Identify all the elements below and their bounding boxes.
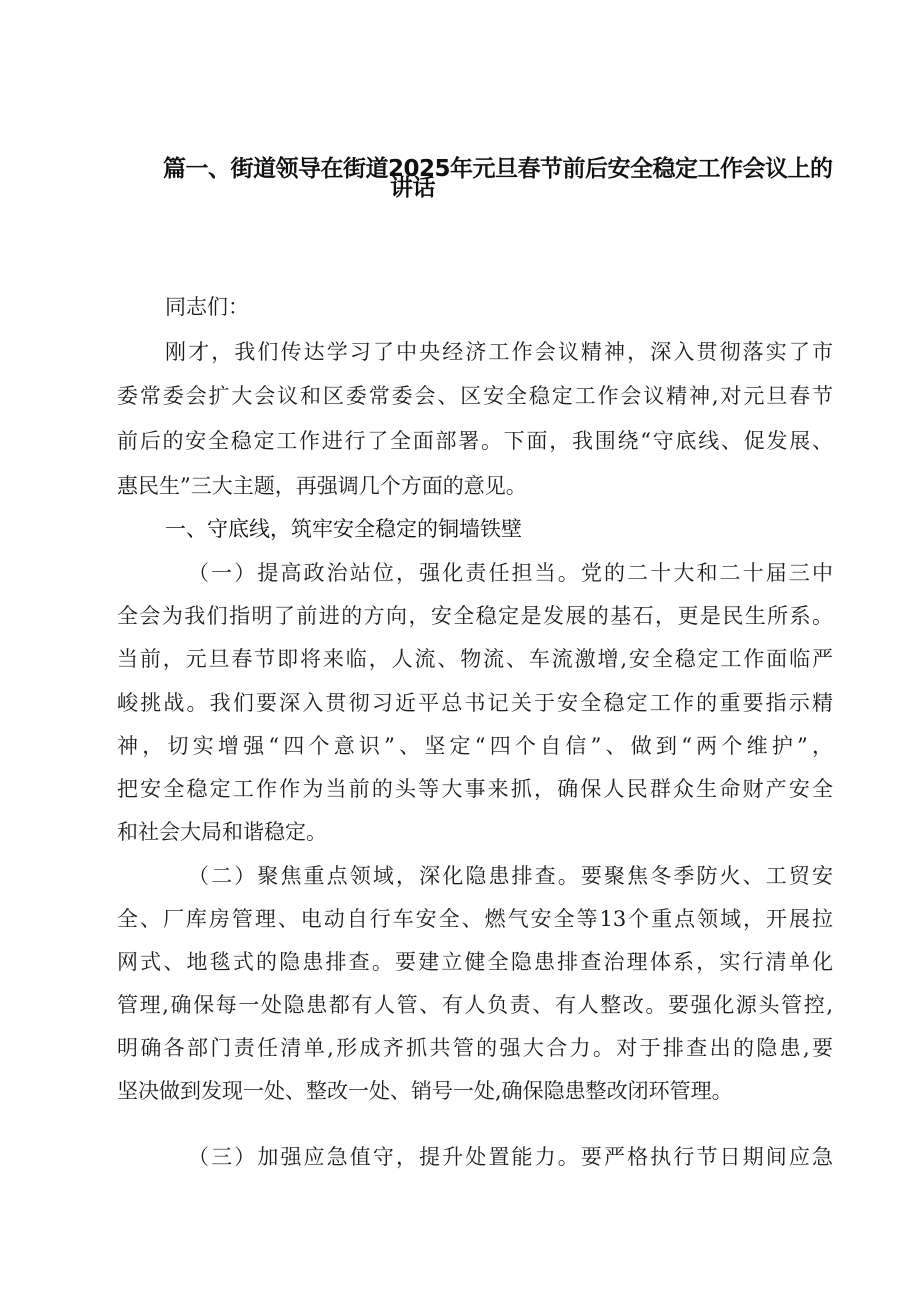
paragraph-line: （一）提高政治站位，强化责任担当。党的二十大和二十届三中 (188, 561, 833, 585)
paragraph-line: 全会为我们指明了前进的方向，安全稳定是发展的基石，更是民生所系。 (117, 604, 833, 628)
paragraph-line: 神，切实增强“四个意识”、坚定“四个自信”、做到“两个维护”， (117, 734, 833, 758)
paragraph-line: 当前，元旦春节即将来临，人流、物流、车流激增,安全稳定工作面临严 (117, 647, 833, 671)
intro-line: 惠民生”三大主题，再强调几个方面的意见。 (117, 474, 527, 498)
paragraph-line: 把安全稳定工作作为当前的头等大事来抓，确保人民群众生命财产安全 (117, 777, 833, 801)
paragraph-line: 和社会大局和谐稳定。 (117, 820, 327, 844)
paragraph-line: 峻挑战。我们要深入贯彻习近平总书记关于安全稳定工作的重要指示精 (117, 691, 833, 715)
section-heading: 一、守底线，筑牢安全稳定的铜墙铁壁 (165, 517, 522, 541)
salutation: 同志们： (165, 295, 249, 319)
intro-line: 刚才，我们传达学习了中央经济工作会议精神，深入贯彻落实了市 (165, 340, 833, 364)
paragraph-line: （三）加强应急值守，提升处置能力。要严格执行节日期间应急 (188, 1145, 833, 1169)
paragraph-line: 管理,确保每一处隐患都有人管、有人负责、有人整改。要强化源头管控, (117, 993, 833, 1017)
document-title-line-1: 篇一、街道领导在街道2025年元旦春节前后安全稳定工作会议上的 (163, 156, 833, 182)
paragraph-line: （二）聚焦重点领域，深化隐患排查。要聚焦冬季防火、工贸安 (188, 864, 833, 888)
paragraph-line: 明确各部门责任清单,形成齐抓共管的强大合力。对于排查出的隐患,要 (117, 1036, 833, 1060)
intro-line: 前后的安全稳定工作进行了全面部署。下面，我围绕“守底线、促发展、 (117, 429, 833, 453)
document-title-line-2: 讲话 (390, 175, 435, 201)
paragraph-line: 全、厂库房管理、电动自行车安全、燃气安全等13个重点领域，开展拉 (117, 907, 833, 931)
intro-line: 委常委会扩大会议和区委常委会、区安全稳定工作会议精神,对元旦春节 (117, 384, 833, 408)
paragraph-line: 坚决做到发现一处、整改一处、销号一处,确保隐患整改闭环管理。 (117, 1079, 733, 1103)
paragraph-line: 网式、地毯式的隐患排查。要建立健全隐患排查治理体系，实行清单化 (117, 950, 833, 974)
